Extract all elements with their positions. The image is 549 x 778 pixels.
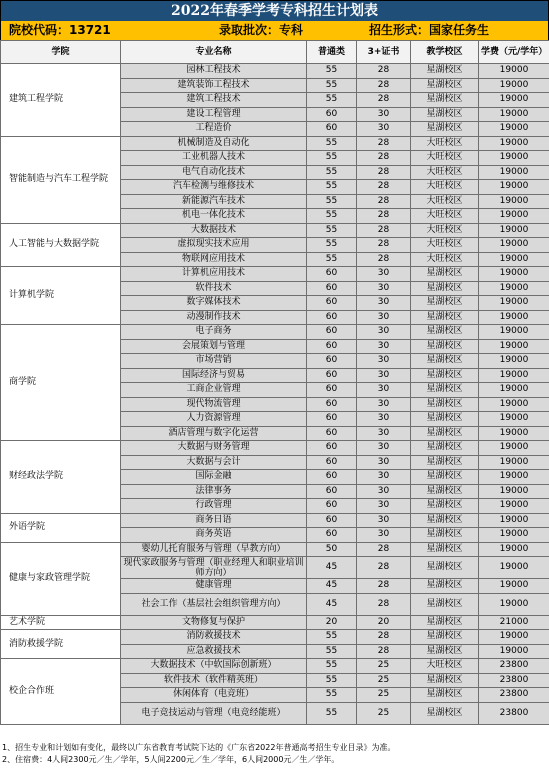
regular-quota-cell: 45 bbox=[307, 579, 357, 594]
fee-cell: 23800 bbox=[479, 673, 549, 688]
campus-cell: 大旺校区 bbox=[411, 194, 479, 209]
major-cell: 现代物流管理 bbox=[121, 397, 307, 412]
certificate-quota-cell: 30 bbox=[357, 368, 411, 383]
certificate-quota-cell: 28 bbox=[357, 180, 411, 195]
campus-cell: 大旺校区 bbox=[411, 209, 479, 224]
major-cell: 建筑装饰工程技术 bbox=[121, 78, 307, 93]
table-row bbox=[1, 136, 549, 151]
campus-cell: 星湖校区 bbox=[411, 267, 479, 282]
fee-cell: 23800 bbox=[479, 688, 549, 703]
regular-quota-cell: 60 bbox=[307, 484, 357, 499]
major-cell: 商务日语 bbox=[121, 513, 307, 528]
fee-cell: 19000 bbox=[479, 122, 549, 137]
regular-quota-cell: 55 bbox=[307, 688, 357, 703]
fee-cell: 19000 bbox=[479, 78, 549, 93]
campus-cell: 星湖校区 bbox=[411, 122, 479, 137]
fee-cell: 19000 bbox=[479, 281, 549, 296]
certificate-quota-cell: 28 bbox=[357, 209, 411, 224]
regular-quota-cell: 55 bbox=[307, 673, 357, 688]
certificate-quota-cell: 30 bbox=[357, 122, 411, 137]
certificate-quota-cell: 25 bbox=[357, 688, 411, 703]
campus-cell: 星湖校区 bbox=[411, 383, 479, 398]
fee-cell: 19000 bbox=[479, 470, 549, 485]
table-row bbox=[1, 615, 549, 630]
fee-cell: 19000 bbox=[479, 339, 549, 354]
footnote-1: 1、招生专业和计划如有变化，最终以广东省教育考试院下达的《广东省2022年普通高考招生专业目录》为准。 bbox=[2, 743, 396, 752]
regular-quota-cell: 60 bbox=[307, 513, 357, 528]
certificate-quota-cell: 30 bbox=[357, 397, 411, 412]
regular-quota-cell: 55 bbox=[307, 136, 357, 151]
certificate-quota-cell: 28 bbox=[357, 644, 411, 659]
certificate-quota-cell: 28 bbox=[357, 165, 411, 180]
major-cell: 软件技术（软件精英班） bbox=[121, 673, 307, 688]
fee-cell: 19000 bbox=[479, 513, 549, 528]
fee-cell: 19000 bbox=[479, 107, 549, 122]
fee-cell: 19000 bbox=[479, 383, 549, 398]
fee-cell: 19000 bbox=[479, 412, 549, 427]
fee-cell: 19000 bbox=[479, 542, 549, 557]
certificate-quota-cell: 28 bbox=[357, 64, 411, 79]
major-cell: 大数据技术 bbox=[121, 223, 307, 238]
college-cell: 建筑工程学院 bbox=[1, 64, 121, 137]
major-cell: 建设工程管理 bbox=[121, 107, 307, 122]
fee-cell: 23800 bbox=[479, 702, 549, 724]
campus-cell: 星湖校区 bbox=[411, 339, 479, 354]
campus-cell: 星湖校区 bbox=[411, 673, 479, 688]
campus-cell: 星湖校区 bbox=[411, 441, 479, 456]
campus-cell: 大旺校区 bbox=[411, 151, 479, 166]
fee-cell: 19000 bbox=[479, 238, 549, 253]
fee-cell: 19000 bbox=[479, 267, 549, 282]
regular-quota-cell: 60 bbox=[307, 383, 357, 398]
campus-cell: 星湖校区 bbox=[411, 93, 479, 108]
regular-quota-cell: 60 bbox=[307, 368, 357, 383]
regular-quota-cell: 50 bbox=[307, 542, 357, 557]
fee-cell: 19000 bbox=[479, 136, 549, 151]
sheet-title: 2022年春季学考专科招生计划表 bbox=[0, 0, 549, 22]
fee-cell: 19000 bbox=[479, 579, 549, 594]
college-cell: 健康与家政管理学院 bbox=[1, 542, 121, 615]
footnote-2: 2、住宿费：4人间2300元／生／学年，5人间2200元／生／学年，6人间2000元／生／学年。 bbox=[2, 755, 340, 764]
campus-cell: 星湖校区 bbox=[411, 557, 479, 579]
campus-cell: 星湖校区 bbox=[411, 64, 479, 79]
campus-cell: 大旺校区 bbox=[411, 165, 479, 180]
certificate-quota-cell: 28 bbox=[357, 223, 411, 238]
regular-quota-cell: 55 bbox=[307, 702, 357, 724]
campus-cell: 星湖校区 bbox=[411, 107, 479, 122]
enrollment-form: 招生形式：国家任务生 bbox=[369, 23, 490, 37]
college-cell: 财经政法学院 bbox=[1, 441, 121, 514]
certificate-quota-cell: 30 bbox=[357, 455, 411, 470]
campus-cell: 星湖校区 bbox=[411, 455, 479, 470]
college-cell: 消防救援学院 bbox=[1, 630, 121, 659]
fee-cell: 19000 bbox=[479, 310, 549, 325]
campus-cell: 星湖校区 bbox=[411, 542, 479, 557]
certificate-quota-cell: 30 bbox=[357, 383, 411, 398]
header-row bbox=[1, 41, 549, 64]
certificate-quota-cell: 25 bbox=[357, 659, 411, 674]
regular-quota-cell: 55 bbox=[307, 252, 357, 267]
major-cell: 应急救援技术 bbox=[121, 644, 307, 659]
campus-cell: 星湖校区 bbox=[411, 426, 479, 441]
fee-cell: 19000 bbox=[479, 557, 549, 579]
certificate-quota-cell: 30 bbox=[357, 513, 411, 528]
fee-cell: 19000 bbox=[479, 252, 549, 267]
certificate-quota-cell: 25 bbox=[357, 673, 411, 688]
regular-quota-cell: 60 bbox=[307, 122, 357, 137]
regular-quota-cell: 60 bbox=[307, 325, 357, 340]
college-cell: 商学院 bbox=[1, 325, 121, 441]
campus-cell: 星湖校区 bbox=[411, 499, 479, 514]
footnotes bbox=[0, 742, 549, 766]
campus-cell: 大旺校区 bbox=[411, 223, 479, 238]
campus-cell: 大旺校区 bbox=[411, 252, 479, 267]
major-cell: 休闲体育（电竞班） bbox=[121, 688, 307, 703]
fee-cell: 19000 bbox=[479, 93, 549, 108]
plan-body bbox=[1, 64, 549, 725]
table-row bbox=[1, 513, 549, 528]
major-cell: 软件技术 bbox=[121, 281, 307, 296]
campus-cell: 星湖校区 bbox=[411, 325, 479, 340]
fee-cell: 19000 bbox=[479, 325, 549, 340]
header-college: 学院 bbox=[1, 41, 121, 64]
major-cell: 行政管理 bbox=[121, 499, 307, 514]
major-cell: 机电一体化技术 bbox=[121, 209, 307, 224]
regular-quota-cell: 55 bbox=[307, 238, 357, 253]
fee-cell: 19000 bbox=[479, 165, 549, 180]
regular-quota-cell: 60 bbox=[307, 426, 357, 441]
certificate-quota-cell: 28 bbox=[357, 557, 411, 579]
major-cell: 健康管理 bbox=[121, 579, 307, 594]
major-cell: 工业机器人技术 bbox=[121, 151, 307, 166]
major-cell: 国际经济与贸易 bbox=[121, 368, 307, 383]
fee-cell: 19000 bbox=[479, 593, 549, 615]
certificate-quota-cell: 28 bbox=[357, 151, 411, 166]
regular-quota-cell: 60 bbox=[307, 267, 357, 282]
regular-quota-cell: 20 bbox=[307, 615, 357, 630]
major-cell: 数字媒体技术 bbox=[121, 296, 307, 311]
info-bar bbox=[0, 21, 549, 41]
regular-quota-cell: 45 bbox=[307, 557, 357, 579]
regular-quota-cell: 60 bbox=[307, 455, 357, 470]
fee-cell: 23800 bbox=[479, 659, 549, 674]
campus-cell: 大旺校区 bbox=[411, 180, 479, 195]
major-cell: 人力资源管理 bbox=[121, 412, 307, 427]
certificate-quota-cell: 30 bbox=[357, 412, 411, 427]
major-cell: 机械制造及自动化 bbox=[121, 136, 307, 151]
header-regular: 普通类 bbox=[307, 41, 357, 64]
certificate-quota-cell: 30 bbox=[357, 354, 411, 369]
major-cell: 酒店管理与数字化运营 bbox=[121, 426, 307, 441]
regular-quota-cell: 55 bbox=[307, 209, 357, 224]
regular-quota-cell: 60 bbox=[307, 528, 357, 543]
table-row bbox=[1, 441, 549, 456]
campus-cell: 星湖校区 bbox=[411, 310, 479, 325]
major-cell: 婴幼儿托育服务与管理（早教方向） bbox=[121, 542, 307, 557]
fee-cell: 19000 bbox=[479, 151, 549, 166]
certificate-quota-cell: 30 bbox=[357, 107, 411, 122]
certificate-quota-cell: 28 bbox=[357, 78, 411, 93]
fee-cell: 19000 bbox=[479, 368, 549, 383]
fee-cell: 19000 bbox=[479, 194, 549, 209]
regular-quota-cell: 55 bbox=[307, 151, 357, 166]
campus-cell: 星湖校区 bbox=[411, 296, 479, 311]
major-cell: 物联网应用技术 bbox=[121, 252, 307, 267]
campus-cell: 星湖校区 bbox=[411, 281, 479, 296]
major-cell: 国际金融 bbox=[121, 470, 307, 485]
certificate-quota-cell: 28 bbox=[357, 542, 411, 557]
certificate-quota-cell: 30 bbox=[357, 499, 411, 514]
header-fee: 学费（元/学年） bbox=[479, 41, 549, 64]
regular-quota-cell: 60 bbox=[307, 470, 357, 485]
fee-cell: 19000 bbox=[479, 296, 549, 311]
major-cell: 园林工程技术 bbox=[121, 64, 307, 79]
certificate-quota-cell: 28 bbox=[357, 593, 411, 615]
major-cell: 虚拟现实技术应用 bbox=[121, 238, 307, 253]
major-cell: 工商企业管理 bbox=[121, 383, 307, 398]
fee-cell: 19000 bbox=[479, 484, 549, 499]
college-cell: 计算机学院 bbox=[1, 267, 121, 325]
regular-quota-cell: 60 bbox=[307, 354, 357, 369]
regular-quota-cell: 60 bbox=[307, 339, 357, 354]
fee-cell: 19000 bbox=[479, 499, 549, 514]
campus-cell: 星湖校区 bbox=[411, 644, 479, 659]
campus-cell: 星湖校区 bbox=[411, 412, 479, 427]
campus-cell: 大旺校区 bbox=[411, 238, 479, 253]
certificate-quota-cell: 28 bbox=[357, 93, 411, 108]
regular-quota-cell: 55 bbox=[307, 644, 357, 659]
fee-cell: 21000 bbox=[479, 615, 549, 630]
college-cell: 艺术学院 bbox=[1, 615, 121, 630]
regular-quota-cell: 55 bbox=[307, 78, 357, 93]
certificate-quota-cell: 28 bbox=[357, 252, 411, 267]
campus-cell: 星湖校区 bbox=[411, 630, 479, 645]
campus-cell: 星湖校区 bbox=[411, 470, 479, 485]
major-cell: 大数据技术（中软国际创新班） bbox=[121, 659, 307, 674]
fee-cell: 19000 bbox=[479, 397, 549, 412]
admission-batch: 录取批次：专科 bbox=[219, 23, 304, 37]
fee-cell: 19000 bbox=[479, 223, 549, 238]
major-cell: 消防救援技术 bbox=[121, 630, 307, 645]
major-cell: 电子竞技运动与管理（电竞经能班） bbox=[121, 702, 307, 724]
campus-cell: 星湖校区 bbox=[411, 513, 479, 528]
regular-quota-cell: 45 bbox=[307, 593, 357, 615]
major-cell: 动漫制作技术 bbox=[121, 310, 307, 325]
regular-quota-cell: 55 bbox=[307, 194, 357, 209]
major-cell: 文物修复与保护 bbox=[121, 615, 307, 630]
regular-quota-cell: 55 bbox=[307, 93, 357, 108]
campus-cell: 星湖校区 bbox=[411, 368, 479, 383]
table-row bbox=[1, 64, 549, 79]
regular-quota-cell: 60 bbox=[307, 296, 357, 311]
table-row bbox=[1, 630, 549, 645]
certificate-quota-cell: 20 bbox=[357, 615, 411, 630]
campus-cell: 星湖校区 bbox=[411, 579, 479, 594]
major-cell: 大数据与财务管理 bbox=[121, 441, 307, 456]
regular-quota-cell: 60 bbox=[307, 412, 357, 427]
major-cell: 社会工作（基层社会组织管理方向） bbox=[121, 593, 307, 615]
school-code: 院校代码：13721 bbox=[9, 23, 111, 37]
header-campus: 教学校区 bbox=[411, 41, 479, 64]
certificate-quota-cell: 28 bbox=[357, 238, 411, 253]
table-row bbox=[1, 223, 549, 238]
plan-table bbox=[0, 40, 549, 725]
major-cell: 现代家政服务与管理（职业经理人和职业培训师方向） bbox=[121, 557, 307, 579]
regular-quota-cell: 55 bbox=[307, 659, 357, 674]
certificate-quota-cell: 30 bbox=[357, 441, 411, 456]
certificate-quota-cell: 30 bbox=[357, 310, 411, 325]
certificate-quota-cell: 30 bbox=[357, 339, 411, 354]
fee-cell: 19000 bbox=[479, 180, 549, 195]
major-cell: 工程造价 bbox=[121, 122, 307, 137]
campus-cell: 星湖校区 bbox=[411, 688, 479, 703]
major-cell: 汽车检测与维修技术 bbox=[121, 180, 307, 195]
college-cell: 校企合作班 bbox=[1, 659, 121, 725]
major-cell: 计算机应用技术 bbox=[121, 267, 307, 282]
certificate-quota-cell: 28 bbox=[357, 630, 411, 645]
regular-quota-cell: 60 bbox=[307, 107, 357, 122]
campus-cell: 星湖校区 bbox=[411, 528, 479, 543]
regular-quota-cell: 55 bbox=[307, 630, 357, 645]
certificate-quota-cell: 28 bbox=[357, 579, 411, 594]
regular-quota-cell: 60 bbox=[307, 281, 357, 296]
table-row bbox=[1, 542, 549, 557]
campus-cell: 星湖校区 bbox=[411, 397, 479, 412]
certificate-quota-cell: 30 bbox=[357, 426, 411, 441]
fee-cell: 19000 bbox=[479, 455, 549, 470]
certificate-quota-cell: 30 bbox=[357, 325, 411, 340]
header-certificate: 3+证书 bbox=[357, 41, 411, 64]
certificate-quota-cell: 28 bbox=[357, 136, 411, 151]
certificate-quota-cell: 30 bbox=[357, 281, 411, 296]
table-row bbox=[1, 325, 549, 340]
campus-cell: 星湖校区 bbox=[411, 593, 479, 615]
regular-quota-cell: 60 bbox=[307, 441, 357, 456]
fee-cell: 19000 bbox=[479, 528, 549, 543]
certificate-quota-cell: 25 bbox=[357, 702, 411, 724]
college-cell: 智能制造与汽车工程学院 bbox=[1, 136, 121, 223]
fee-cell: 19000 bbox=[479, 630, 549, 645]
fee-cell: 19000 bbox=[479, 441, 549, 456]
major-cell: 会展策划与管理 bbox=[121, 339, 307, 354]
table-row bbox=[1, 659, 549, 674]
regular-quota-cell: 55 bbox=[307, 165, 357, 180]
fee-cell: 19000 bbox=[479, 426, 549, 441]
regular-quota-cell: 60 bbox=[307, 499, 357, 514]
regular-quota-cell: 60 bbox=[307, 310, 357, 325]
major-cell: 电气自动化技术 bbox=[121, 165, 307, 180]
campus-cell: 星湖校区 bbox=[411, 615, 479, 630]
campus-cell: 星湖校区 bbox=[411, 484, 479, 499]
major-cell: 商务英语 bbox=[121, 528, 307, 543]
table-row bbox=[1, 267, 549, 282]
certificate-quota-cell: 30 bbox=[357, 267, 411, 282]
campus-cell: 星湖校区 bbox=[411, 78, 479, 93]
major-cell: 市场营销 bbox=[121, 354, 307, 369]
campus-cell: 星湖校区 bbox=[411, 354, 479, 369]
regular-quota-cell: 55 bbox=[307, 223, 357, 238]
college-cell: 人工智能与大数据学院 bbox=[1, 223, 121, 267]
major-cell: 电子商务 bbox=[121, 325, 307, 340]
certificate-quota-cell: 30 bbox=[357, 296, 411, 311]
campus-cell: 大旺校区 bbox=[411, 659, 479, 674]
regular-quota-cell: 55 bbox=[307, 180, 357, 195]
fee-cell: 19000 bbox=[479, 209, 549, 224]
regular-quota-cell: 55 bbox=[307, 64, 357, 79]
major-cell: 建筑工程技术 bbox=[121, 93, 307, 108]
certificate-quota-cell: 30 bbox=[357, 470, 411, 485]
header-major: 专业名称 bbox=[121, 41, 307, 64]
major-cell: 法律事务 bbox=[121, 484, 307, 499]
certificate-quota-cell: 28 bbox=[357, 194, 411, 209]
certificate-quota-cell: 30 bbox=[357, 484, 411, 499]
campus-cell: 大旺校区 bbox=[411, 136, 479, 151]
fee-cell: 19000 bbox=[479, 644, 549, 659]
college-cell: 外语学院 bbox=[1, 513, 121, 542]
major-cell: 新能源汽车技术 bbox=[121, 194, 307, 209]
certificate-quota-cell: 30 bbox=[357, 528, 411, 543]
fee-cell: 19000 bbox=[479, 354, 549, 369]
campus-cell: 星湖校区 bbox=[411, 702, 479, 724]
major-cell: 大数据与会计 bbox=[121, 455, 307, 470]
fee-cell: 19000 bbox=[479, 64, 549, 79]
regular-quota-cell: 60 bbox=[307, 397, 357, 412]
